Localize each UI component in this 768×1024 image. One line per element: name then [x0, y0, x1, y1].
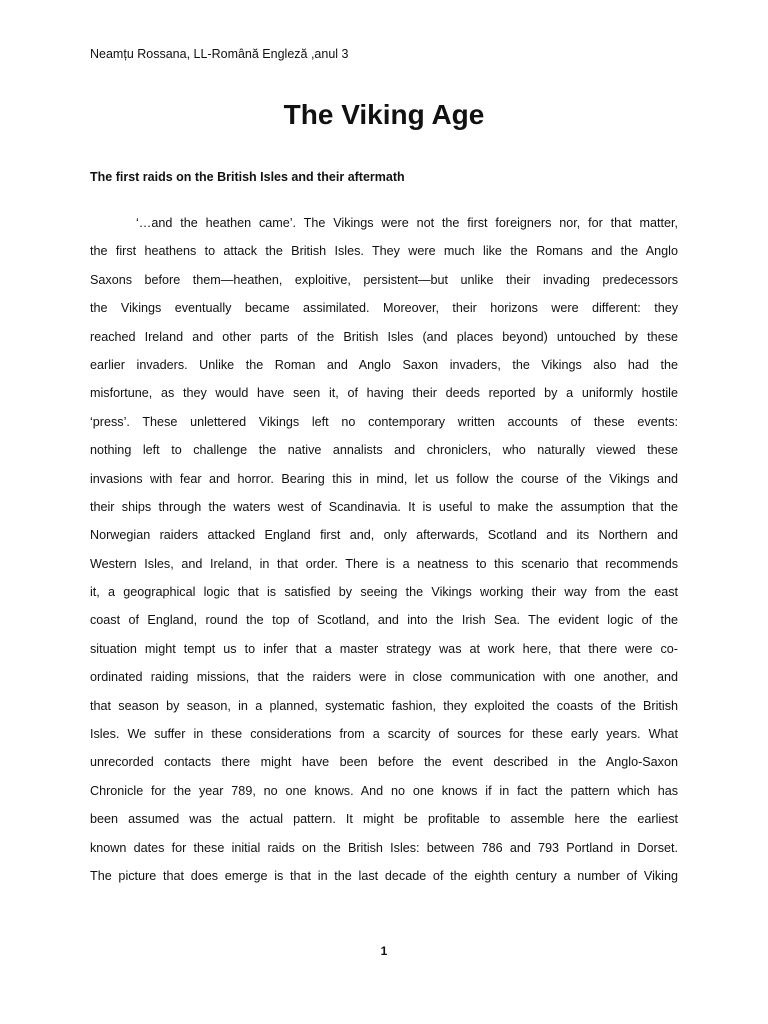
- paragraph-line: known dates for these initial raids on the British Isles: between 786 and 793 Portland in Dorset.: [90, 840, 678, 855]
- body-paragraph: [90, 209, 678, 890]
- section-heading: The first raids on the British Isles and their aftermath: [90, 170, 405, 184]
- paragraph-line: invasions with fear and horror. Bearing this in mind, let us follow the course of the Vikings and: [90, 471, 678, 486]
- paragraph-line: Norwegian raiders attacked England first and, only afterwards, Scotland and its Northern and: [90, 528, 678, 543]
- page-number: 1: [380, 944, 388, 958]
- paragraph-line: it, a geographical logic that is satisfied by seeing the Vikings working their way from the east: [90, 585, 678, 600]
- paragraph-line: the Vikings eventually became assimilated. Moreover, their horizons were different: they: [90, 301, 678, 316]
- paragraph-line: ordinated raiding missions, that the raiders were in close communication with one another, and: [90, 670, 678, 685]
- paragraph-line: Isles. We suffer in these considerations from a scarcity of sources for these early years. What: [90, 727, 678, 742]
- document-title: The Viking Age: [283, 99, 485, 130]
- paragraph-line: coast of England, round the top of Scotland, and into the Irish Sea. The evident logic of the: [90, 613, 678, 628]
- paragraph-line: The picture that does emerge is that in the last decade of the eighth century a number of Viking: [90, 868, 678, 883]
- paragraph-line: the first heathens to attack the British Isles. They were much like the Romans and the Anglo: [90, 244, 678, 259]
- paragraph-line: Chronicle for the year 789, no one knows. And no one knows if in fact the pattern which has: [90, 783, 678, 798]
- author-header: Neamțu Rossana, LL-Română Engleză ,anul 3: [90, 47, 349, 61]
- paragraph-line: that season by season, in a planned, systematic fashion, they exploited the coasts of the British: [90, 698, 678, 713]
- paragraph-line: Western Isles, and Ireland, in that order. There is a neatness to this scenario that recommends: [90, 556, 678, 571]
- paragraph-line: situation might tempt us to infer that a master strategy was at work here, that there were co-: [90, 641, 678, 656]
- paragraph-line: nothing left to challenge the native annalists and chroniclers, who naturally viewed these: [90, 443, 678, 458]
- paragraph-line: ‘press’. These unlettered Vikings left no contemporary written accounts of these events:: [90, 414, 678, 429]
- paragraph-line: earlier invaders. Unlike the Roman and Anglo Saxon invaders, the Vikings also had the: [90, 357, 678, 372]
- paragraph-line: their ships through the waters west of Scandinavia. It is useful to make the assumption that the: [90, 499, 678, 514]
- paragraph-line: unrecorded contacts there might have been before the event described in the Anglo-Saxon: [90, 755, 678, 770]
- paragraph-line: been assumed was the actual pattern. It might be profitable to assemble here the earliest: [90, 812, 678, 827]
- paragraph-line: misfortune, as they would have seen it, of having their deeds reported by a uniformly hostile: [90, 386, 678, 401]
- paragraph-line: ‘…and the heathen came’. The Vikings were not the first foreigners nor, for that matter,: [136, 216, 678, 230]
- paragraph-line: Saxons before them—heathen, exploitive, persistent—but unlike their invading predecessors: [90, 272, 678, 287]
- paragraph-line: reached Ireland and other parts of the British Isles (and places beyond) untouched by these: [90, 329, 678, 344]
